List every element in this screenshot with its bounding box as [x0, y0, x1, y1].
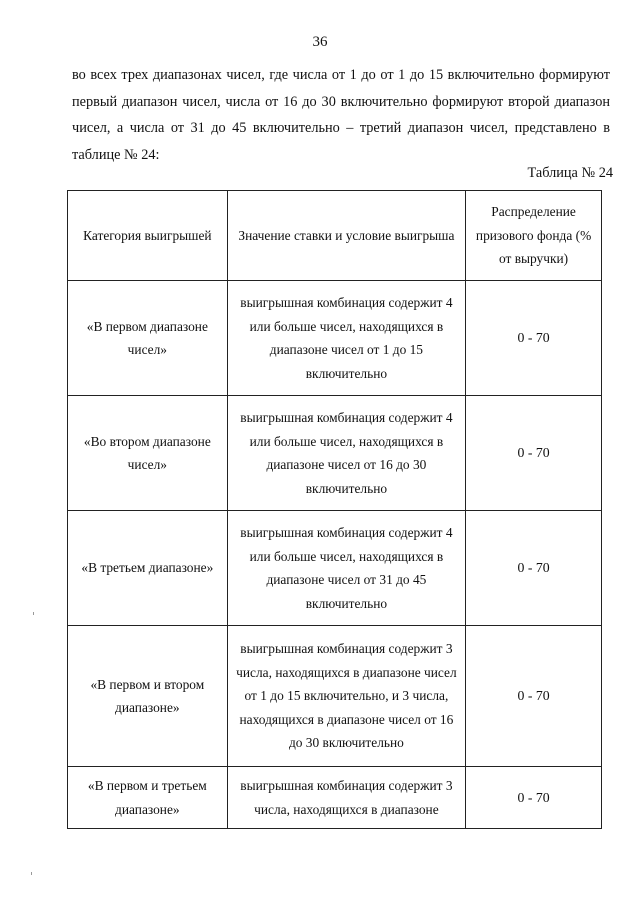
header-category: Категория выигрышей — [68, 191, 228, 281]
header-distribution: Распределение призового фонда (% от выручки) — [466, 191, 602, 281]
category-cell: «В первом и третьем диапазоне» — [68, 767, 228, 829]
category-cell: «В первом и втором диапазоне» — [68, 626, 228, 767]
intro-line: во всех трех диапазонах чисел, где числа от 1 до от 1 до 15 включительно формируют — [72, 67, 610, 83]
table-row — [68, 396, 602, 511]
condition-cell: выигрышная комбинация содержит 3 числа, находящихся в диапазоне — [227, 767, 465, 829]
intro-line: таблице № 24: — [72, 146, 160, 163]
scan-speck — [31, 872, 32, 875]
distribution-cell: 0 - 70 — [466, 281, 602, 396]
condition-cell: выигрышная комбинация содержит 4 или больше чисел, находящихся в диапазоне чисел от 16 до 30 включительно — [227, 396, 465, 511]
condition-cell: выигрышная комбинация содержит 3 числа, находящихся в диапазоне чисел от 1 до 15 включительно, и 3 числа, находящихся в диапазоне чисел от 16 до 30 включительно — [227, 626, 465, 767]
table-row — [68, 511, 602, 626]
intro-line: чисел, а числа от 31 до 45 включительно – третий диапазон чисел, представлено в — [72, 120, 610, 136]
condition-cell: выигрышная комбинация содержит 4 или больше чисел, находящихся в диапазоне чисел от 1 до 15 включительно — [227, 281, 465, 396]
prize-distribution-table — [67, 190, 602, 829]
table-row — [68, 281, 602, 396]
condition-cell: выигрышная комбинация содержит 4 или больше чисел, находящихся в диапазоне чисел от 31 до 45 включительно — [227, 511, 465, 626]
intro-line: первый диапазон чисел, числа от 16 до 30 включительно формируют второй диапазон — [72, 93, 610, 110]
distribution-cell: 0 - 70 — [466, 767, 602, 829]
table-row — [68, 626, 602, 767]
intro-paragraph — [72, 62, 610, 168]
scan-speck — [33, 612, 34, 615]
distribution-cell: 0 - 70 — [466, 396, 602, 511]
header-condition: Значение ставки и условие выигрыша — [227, 191, 465, 281]
distribution-cell: 0 - 70 — [466, 626, 602, 767]
category-cell: «В первом диапазоне чисел» — [68, 281, 228, 396]
page-number: 36 — [312, 34, 328, 50]
table-header-row — [68, 191, 602, 281]
category-cell: «Во втором диапазоне чисел» — [68, 396, 228, 511]
table-caption: Таблица № 24 — [527, 165, 613, 181]
table-row — [68, 767, 602, 829]
distribution-cell: 0 - 70 — [466, 511, 602, 626]
category-cell: «В третьем диапазоне» — [68, 511, 228, 626]
